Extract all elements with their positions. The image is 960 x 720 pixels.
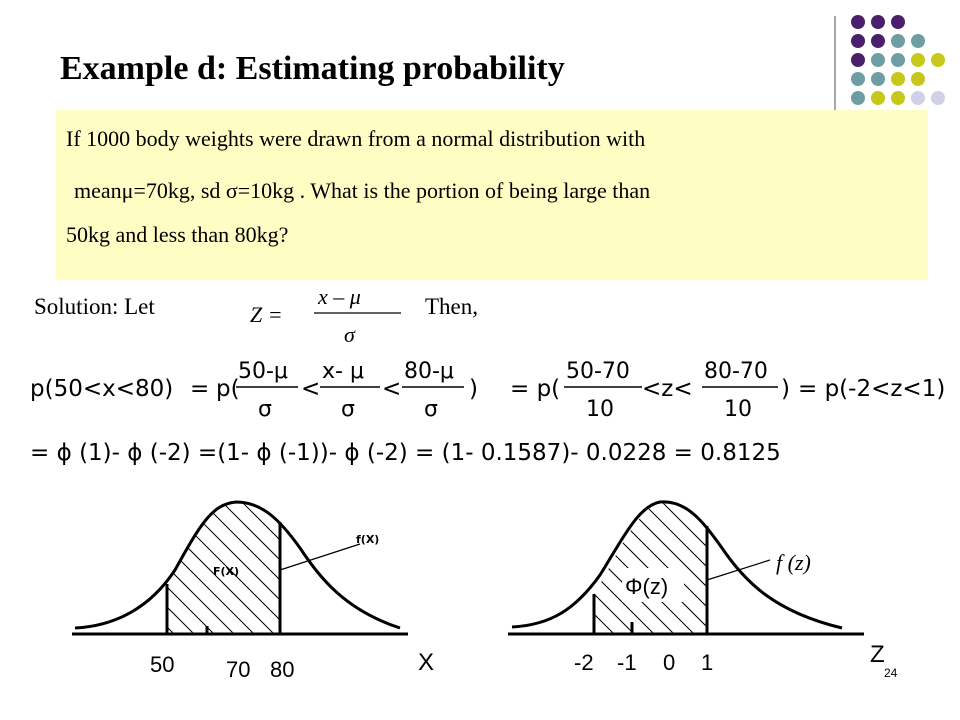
left-hatching	[20, 490, 380, 640]
eq-p-left: p(50<x<80)	[30, 376, 174, 402]
frac2-den: σ	[341, 397, 355, 422]
left-tick-label-50: 50	[150, 652, 175, 677]
left-curve-label: f(X)	[356, 533, 380, 546]
page-number: 24	[884, 666, 898, 680]
eq-p-open: p(	[216, 376, 240, 402]
frac4-num: 50-70	[566, 359, 630, 384]
problem-statement-box	[56, 110, 928, 280]
frac1-num: 50-μ	[238, 359, 288, 384]
right-tick-label-1: 1	[701, 650, 714, 675]
frac3-num: 80-μ	[404, 359, 454, 384]
left-axis-label: X	[418, 649, 435, 676]
equation-line-1	[30, 350, 950, 430]
eq2-text: = ϕ (1)- ϕ (-2) =(1- ϕ (-1))- ϕ (-2) = (1- 0.1587)- 0.0228 = 0.8125	[30, 440, 781, 466]
eq-result: = p(-2<z<1)	[798, 376, 946, 402]
eq-close-2: )	[781, 376, 790, 402]
left-tick-label-70: 70	[226, 657, 251, 682]
slide-title: Example d: Estimating probability	[60, 50, 565, 87]
z-numerator: x – μ	[318, 284, 361, 309]
right-tick-label-m2: -2	[574, 650, 594, 675]
eq-close-1: )	[469, 376, 478, 402]
z-definition-formula	[246, 282, 406, 348]
frac5-den: 10	[724, 397, 752, 422]
right-tick-label-m1: -1	[617, 650, 637, 675]
frac3-den: σ	[424, 397, 438, 422]
right-curve-label: f (z)	[776, 550, 811, 575]
problem-line-3: 50kg and less than 80kg?	[66, 222, 289, 247]
z-lhs: Z =	[250, 302, 283, 327]
right-pointer-line	[707, 560, 770, 580]
dot-row-5	[851, 91, 945, 105]
frac4-den: 10	[586, 397, 614, 422]
frac2-num: x- μ	[322, 359, 364, 384]
normal-distribution-figures	[0, 490, 960, 720]
problem-line-2: meanμ=70kg, sd σ=10kg . What is the portion of being large than	[74, 178, 651, 203]
left-normal-plot	[20, 490, 434, 682]
dot-row-3	[851, 53, 945, 67]
solution-lead: Solution: Let	[34, 294, 155, 319]
left-area-label: F(X)	[213, 565, 240, 578]
dot-row-2	[851, 34, 925, 48]
z-denominator: σ	[344, 322, 355, 347]
dot-row-1	[851, 15, 905, 29]
right-tick-label-0: 0	[663, 650, 676, 675]
right-normal-plot	[440, 490, 885, 675]
eq-p-open-2: = p(	[510, 376, 561, 402]
lt-1: <	[301, 376, 321, 402]
left-pointer-line	[280, 544, 360, 570]
frac1-den: σ	[258, 397, 272, 422]
frac5-num: 80-70	[704, 359, 768, 384]
right-hatching	[440, 490, 800, 640]
eq-mid: <z<	[642, 376, 693, 402]
solution-then: Then,	[425, 294, 479, 319]
lt-2: <	[382, 376, 402, 402]
left-tick-label-80: 80	[270, 657, 295, 682]
equation-line-2	[30, 432, 950, 472]
right-axis-label: Z	[870, 641, 885, 668]
problem-line-1: If 1000 body weights were drawn from a normal distribution with	[66, 126, 646, 151]
dot-row-4	[851, 72, 925, 86]
eq-equals: =	[190, 376, 210, 402]
right-area-label: Φ(z)	[625, 574, 669, 599]
